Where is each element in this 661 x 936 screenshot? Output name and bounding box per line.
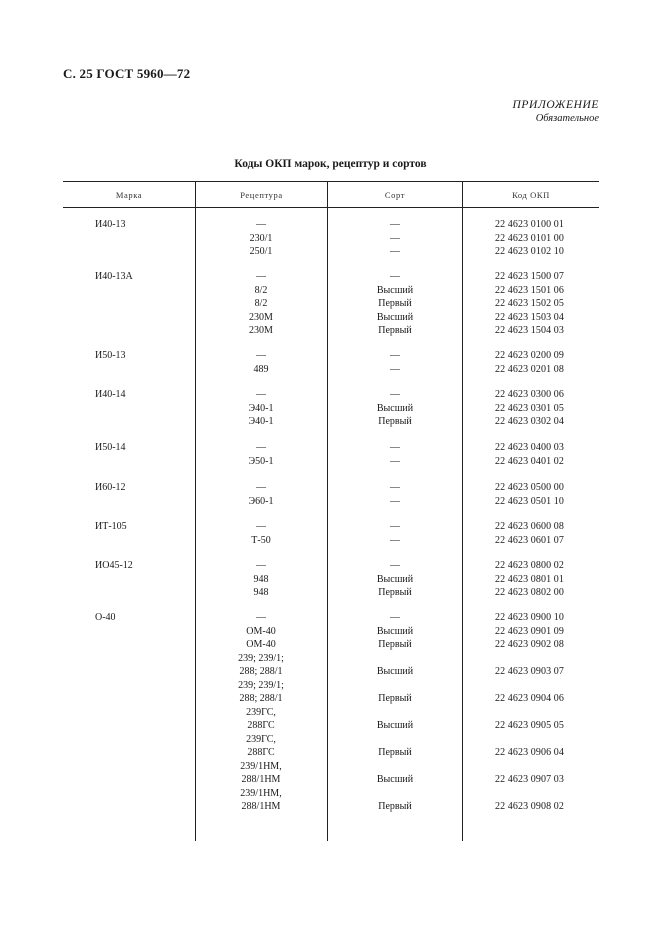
- cell-grade: —: [390, 560, 400, 571]
- cell-okp-code: 22 4623 1504 03: [495, 325, 564, 336]
- column-header-okp-code: Код ОКП: [512, 190, 550, 200]
- cell-okp-code: 22 4623 0500 00: [495, 482, 564, 493]
- cell-recipe: —: [256, 350, 266, 361]
- cell-recipe: 250/1: [249, 246, 273, 257]
- cell-grade: Первый: [378, 801, 412, 812]
- cell-okp-code: 22 4623 0301 05: [495, 402, 564, 414]
- cell-recipe: 8/2: [254, 298, 268, 309]
- cell-mark: И40-13: [95, 219, 126, 230]
- cell-okp-code: 22 4623 1500 07: [495, 271, 564, 282]
- cell-okp-code: 22 4623 0302 04: [495, 416, 564, 427]
- cell-grade: —: [390, 612, 400, 623]
- cell-okp-code: 22 4623 1503 04: [495, 311, 564, 323]
- cell-okp-code: 22 4623 0601 07: [495, 534, 564, 546]
- cell-recipe: 288/1НМ: [241, 801, 281, 812]
- cell-okp-code: 22 4623 0908 02: [495, 801, 564, 812]
- cell-recipe: 489: [253, 363, 269, 375]
- cell-grade: Первый: [378, 416, 412, 427]
- cell-recipe: 288/1НМ: [241, 774, 281, 785]
- cell-recipe: 288ГС: [247, 720, 275, 731]
- table-title: Коды ОКП марок, рецептур и сортов: [234, 158, 427, 170]
- cell-grade: —: [390, 521, 400, 532]
- cell-mark: И40-13А: [95, 271, 133, 282]
- cell-recipe: —: [256, 482, 266, 493]
- cell-grade: Высший: [376, 573, 414, 585]
- cell-grade: Высший: [376, 720, 414, 731]
- cell-okp-code: 22 4623 0907 03: [495, 774, 564, 785]
- cell-okp-code: 22 4623 0201 08: [495, 363, 564, 375]
- cell-grade: Первый: [378, 298, 412, 309]
- cell-recipe: 8/2: [254, 284, 268, 296]
- page-header: С. 25 ГОСТ 5960—72: [63, 66, 191, 81]
- cell-recipe: —: [256, 389, 266, 400]
- cell-recipe: 230/1: [249, 232, 273, 244]
- cell-mark: ИО45-12: [95, 560, 133, 571]
- cell-mark: И40-14: [95, 389, 126, 400]
- cell-okp-code: 22 4623 0200 09: [495, 350, 564, 361]
- cell-grade: —: [390, 363, 400, 375]
- cell-okp-code: 22 4623 0400 03: [495, 442, 564, 453]
- cell-recipe: —: [256, 560, 266, 571]
- column-header-grade: Сорт: [384, 190, 406, 200]
- cell-grade: Первый: [378, 325, 412, 336]
- cell-grade: Высший: [376, 284, 414, 296]
- cell-grade: —: [390, 495, 400, 507]
- cell-okp-code: 22 4623 0904 06: [495, 693, 564, 704]
- cell-okp-code: 22 4623 0802 00: [495, 587, 564, 598]
- cell-grade: Первый: [378, 747, 412, 758]
- cell-okp-code: 22 4623 0901 09: [495, 625, 564, 637]
- cell-grade: —: [390, 534, 400, 546]
- cell-grade: Высший: [376, 311, 414, 323]
- column-header-mark: Марка: [115, 190, 143, 200]
- cell-okp-code: 22 4623 0101 00: [495, 232, 564, 244]
- cell-recipe: 239/1НМ,: [240, 760, 282, 772]
- cell-recipe: 288; 288/1: [239, 666, 283, 677]
- cell-mark: И50-13: [95, 350, 126, 361]
- cell-recipe: Э40-1: [248, 402, 274, 414]
- cell-grade: —: [390, 455, 400, 467]
- table-top-rule: [63, 181, 599, 182]
- cell-okp-code: 22 4623 0300 06: [495, 389, 564, 400]
- cell-recipe: Э50-1: [248, 455, 274, 467]
- cell-recipe: —: [256, 219, 266, 230]
- cell-grade: —: [390, 232, 400, 244]
- cell-grade: —: [390, 219, 400, 230]
- cell-recipe: Э40-1: [248, 416, 274, 427]
- cell-recipe: —: [256, 271, 266, 282]
- cell-mark: О-40: [95, 612, 116, 623]
- cell-grade: —: [390, 246, 400, 257]
- cell-recipe: 948: [253, 587, 269, 598]
- cell-mark: И50-14: [95, 442, 126, 453]
- cell-okp-code: 22 4623 0900 10: [495, 612, 564, 623]
- cell-okp-code: 22 4623 0903 07: [495, 666, 564, 677]
- cell-recipe: 288; 288/1: [239, 693, 283, 704]
- column-divider: [462, 181, 463, 841]
- cell-grade: Высший: [376, 402, 414, 414]
- cell-grade: Высший: [376, 774, 414, 785]
- appendix-subtitle: Обязательное: [535, 113, 599, 124]
- cell-okp-code: 22 4623 0102 10: [495, 246, 564, 257]
- cell-recipe: 239; 239/1;: [238, 679, 284, 691]
- cell-grade: Первый: [378, 587, 412, 598]
- cell-okp-code: 22 4623 0801 01: [495, 573, 564, 585]
- cell-okp-code: 22 4623 0905 05: [495, 720, 564, 731]
- cell-recipe: Т-50: [251, 534, 271, 546]
- cell-okp-code: 22 4623 0906 04: [495, 747, 564, 758]
- cell-recipe: 230М: [249, 325, 273, 336]
- cell-recipe: —: [256, 612, 266, 623]
- cell-grade: —: [390, 350, 400, 361]
- cell-mark: И60-12: [95, 482, 126, 493]
- cell-mark: ИТ-105: [95, 521, 127, 532]
- cell-grade: Первый: [378, 639, 412, 650]
- cell-okp-code: 22 4623 0902 08: [495, 639, 564, 650]
- cell-grade: Первый: [378, 693, 412, 704]
- cell-recipe: 230М: [249, 311, 273, 323]
- cell-grade: Высший: [376, 666, 414, 677]
- cell-recipe: —: [256, 521, 266, 532]
- cell-recipe: 288ГС: [247, 747, 275, 758]
- cell-okp-code: 22 4623 1501 06: [495, 284, 564, 296]
- cell-recipe: 239ГС,: [246, 733, 276, 745]
- cell-recipe: 239ГС,: [246, 706, 276, 718]
- cell-okp-code: 22 4623 1502 05: [495, 298, 564, 309]
- cell-recipe: ОМ-40: [246, 639, 276, 650]
- cell-okp-code: 22 4623 0401 02: [495, 455, 564, 467]
- cell-grade: —: [390, 389, 400, 400]
- cell-grade: —: [390, 271, 400, 282]
- cell-recipe: 948: [253, 573, 269, 585]
- cell-recipe: Э60-1: [248, 495, 274, 507]
- appendix-block: [513, 98, 599, 126]
- cell-grade: —: [390, 482, 400, 493]
- appendix-title: ПРИЛОЖЕНИЕ: [512, 99, 599, 111]
- cell-okp-code: 22 4623 0100 01: [495, 219, 564, 230]
- cell-recipe: ОМ-40: [246, 625, 276, 637]
- cell-grade: Высший: [376, 625, 414, 637]
- cell-recipe: 239; 239/1;: [238, 652, 284, 664]
- table-header-rule: [63, 207, 599, 208]
- cell-okp-code: 22 4623 0600 08: [495, 521, 564, 532]
- cell-recipe: 239/1НМ,: [240, 787, 282, 799]
- column-header-recipe: Рецептура: [240, 190, 283, 200]
- cell-okp-code: 22 4623 0501 10: [495, 495, 564, 507]
- cell-grade: —: [390, 442, 400, 453]
- cell-recipe: —: [256, 442, 266, 453]
- cell-okp-code: 22 4623 0800 02: [495, 560, 564, 571]
